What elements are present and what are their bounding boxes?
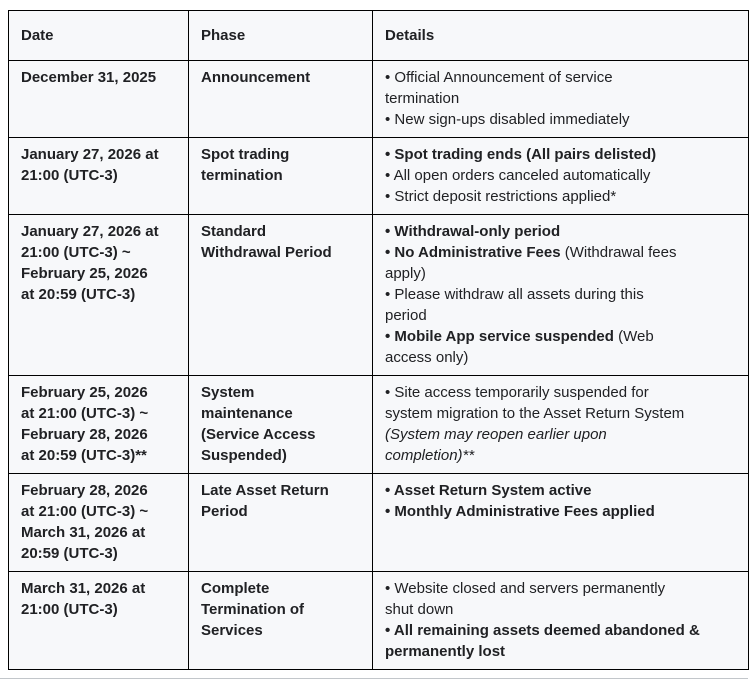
details-cell [373, 376, 749, 474]
details-line [385, 641, 736, 662]
details-segment: • Strict deposit restrictions applied* [385, 188, 617, 205]
details-line [385, 501, 736, 522]
phase-line: Services [201, 622, 263, 639]
details-line [385, 445, 736, 466]
date-line: January 27, 2026 at [21, 146, 159, 163]
details-line [385, 305, 736, 326]
details-line [385, 382, 736, 403]
date-line: 21:00 (UTC-3) [21, 601, 118, 618]
phase-cell [189, 61, 373, 138]
phase-line: termination [201, 167, 283, 184]
details-line [385, 186, 736, 207]
date-cell [9, 474, 189, 572]
details-segment: • Please withdraw all assets during this [385, 286, 644, 303]
date-line: February 25, 2026 [21, 265, 148, 282]
date-cell [9, 376, 189, 474]
date-line: December 31, 2025 [21, 69, 157, 86]
details-segment: • Site access temporarily suspended for [385, 384, 649, 401]
phase-cell [189, 215, 373, 376]
details-cell [373, 572, 749, 670]
date-line: at 20:59 (UTC-3)** [21, 447, 147, 464]
details-segment: (System may reopen earlier upon [385, 426, 607, 443]
date-line: at 21:00 (UTC-3) ~ [21, 503, 149, 520]
phase-line: Period [201, 503, 248, 520]
date-cell [9, 61, 189, 138]
date-line: March 31, 2026 at [21, 580, 146, 597]
header-row [9, 11, 749, 61]
table-body [9, 61, 749, 670]
date-line: at 20:59 (UTC-3) [21, 286, 136, 303]
details-line [385, 221, 736, 242]
column-header-phase: Phase [189, 11, 373, 61]
phase-cell [189, 572, 373, 670]
details-segment: completion)** [385, 447, 475, 464]
details-line [385, 67, 736, 88]
phase-cell [189, 138, 373, 215]
date-line: 20:59 (UTC-3) [21, 545, 118, 562]
table-row [9, 215, 749, 376]
details-segment: • Withdrawal-only period [385, 223, 561, 240]
table-row [9, 61, 749, 138]
details-segment: • Mobile App service suspended [385, 328, 614, 345]
column-header-date: Date [9, 11, 189, 61]
details-line [385, 263, 736, 284]
phase-cell [189, 376, 373, 474]
table-row [9, 572, 749, 670]
phase-line: Spot trading [201, 146, 290, 163]
details-line [385, 88, 736, 109]
details-line [385, 165, 736, 186]
details-segment: • No Administrative Fees [385, 244, 561, 261]
date-line: March 31, 2026 at [21, 524, 146, 541]
details-line [385, 144, 736, 165]
details-segment: access only) [385, 349, 469, 366]
date-line: 21:00 (UTC-3) ~ [21, 244, 131, 261]
date-line: January 27, 2026 at [21, 223, 159, 240]
date-cell [9, 215, 189, 376]
details-segment: system migration to the Asset Return System [385, 405, 685, 422]
date-line: February 25, 2026 [21, 384, 148, 401]
phase-line: Termination of [201, 601, 305, 618]
details-segment: • Monthly Administrative Fees applied [385, 503, 655, 520]
details-segment: • Official Announcement of service [385, 69, 613, 86]
page [0, 10, 756, 679]
details-cell [373, 61, 749, 138]
phase-line: maintenance [201, 405, 293, 422]
details-segment: (Withdrawal fees [560, 244, 677, 261]
details-line [385, 578, 736, 599]
details-cell [373, 215, 749, 376]
details-line [385, 242, 736, 263]
details-line [385, 109, 736, 130]
details-segment: • Website closed and servers permanently [385, 580, 666, 597]
details-cell [373, 138, 749, 215]
date-line: February 28, 2026 [21, 482, 148, 499]
details-segment: • Asset Return System active [385, 482, 592, 499]
phase-line: System [201, 384, 255, 401]
details-line [385, 424, 736, 445]
column-header-details: Details [373, 11, 749, 61]
details-line [385, 403, 736, 424]
date-line: February 28, 2026 [21, 426, 148, 443]
phase-line: Standard [201, 223, 267, 240]
date-cell [9, 138, 189, 215]
date-line: 21:00 (UTC-3) [21, 167, 118, 184]
details-segment: • New sign-ups disabled immediately [385, 111, 630, 128]
table-row [9, 376, 749, 474]
details-segment: (Web [613, 328, 654, 345]
phase-line: Complete [201, 580, 270, 597]
date-cell [9, 572, 189, 670]
details-line [385, 599, 736, 620]
details-segment: • All open orders canceled automatically [385, 167, 651, 184]
details-line [385, 347, 736, 368]
phase-line: Suspended) [201, 447, 287, 464]
details-segment: • Spot trading ends (All pairs delisted) [385, 146, 657, 163]
details-segment: apply) [385, 265, 426, 282]
phase-line: Withdrawal Period [201, 244, 332, 261]
date-line: at 21:00 (UTC-3) ~ [21, 405, 149, 422]
phase-line: Announcement [201, 69, 311, 86]
details-line [385, 284, 736, 305]
details-segment: period [385, 307, 427, 324]
details-segment: permanently lost [385, 643, 506, 660]
details-line [385, 326, 736, 347]
details-segment: shut down [385, 601, 454, 618]
details-line [385, 480, 736, 501]
phase-line: (Service Access [201, 426, 316, 443]
table-row [9, 138, 749, 215]
termination-schedule-table [8, 10, 749, 670]
details-cell [373, 474, 749, 572]
details-segment: termination [385, 90, 460, 107]
phase-line: Late Asset Return [201, 482, 329, 499]
phase-cell [189, 474, 373, 572]
table-row [9, 474, 749, 572]
details-segment: • All remaining assets deemed abandoned & [385, 622, 700, 639]
details-line [385, 620, 736, 641]
